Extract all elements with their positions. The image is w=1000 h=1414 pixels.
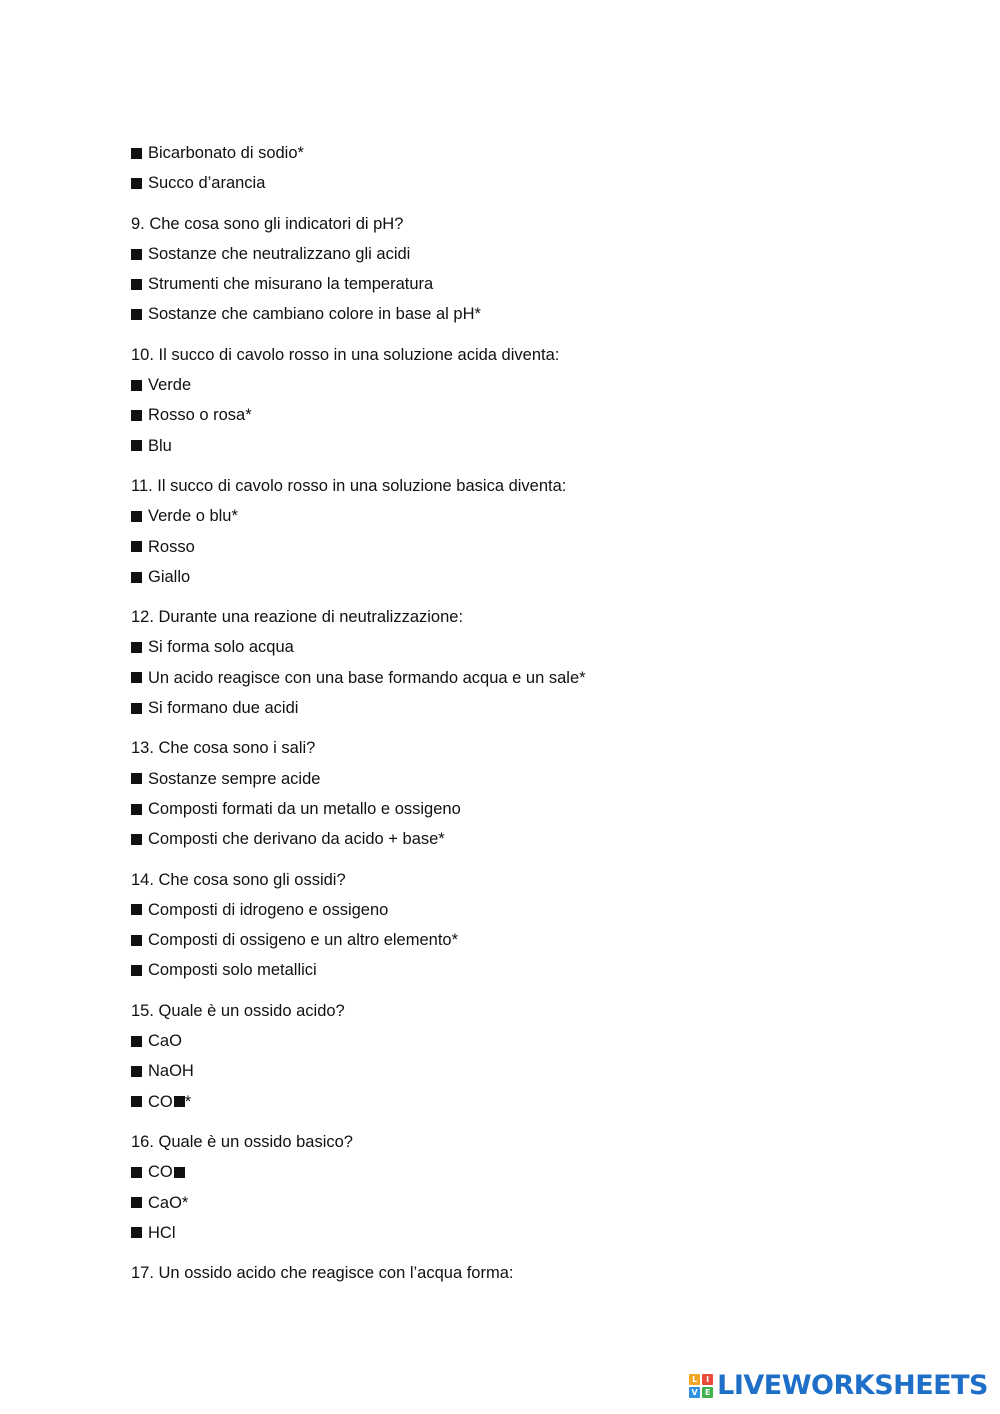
answer-option[interactable] xyxy=(131,400,951,430)
answer-option[interactable] xyxy=(131,663,951,693)
square-bullet-icon xyxy=(131,1167,142,1178)
option-label: Rosso o rosa* xyxy=(148,406,252,425)
option-label: Verde o blu* xyxy=(148,507,238,526)
question-label: 13. Che cosa sono i sali? xyxy=(131,739,316,758)
answer-option[interactable] xyxy=(131,1218,951,1248)
answer-option[interactable] xyxy=(131,1026,951,1056)
square-bullet-icon xyxy=(131,541,142,552)
square-bullet-icon xyxy=(131,1096,142,1107)
question-text xyxy=(131,996,951,1026)
square-bullet-icon xyxy=(131,672,142,683)
square-bullet-icon xyxy=(131,773,142,784)
question-text xyxy=(131,1127,951,1157)
question-label: 16. Quale è un ossido basico? xyxy=(131,1132,353,1151)
option-label: Rosso xyxy=(148,537,195,556)
square-bullet-icon xyxy=(131,1227,142,1238)
option-label: Bicarbonato di sodio* xyxy=(148,144,304,162)
option-label: Sostanze sempre acide xyxy=(148,769,321,788)
option-label: Giallo xyxy=(148,567,191,586)
option-label: CaO* xyxy=(148,1193,189,1212)
answer-option[interactable] xyxy=(131,1157,951,1187)
answer-option[interactable] xyxy=(131,794,951,824)
answer-option[interactable] xyxy=(131,431,951,461)
answer-option[interactable] xyxy=(131,501,951,531)
square-bullet-icon xyxy=(131,279,142,290)
option-label: CO xyxy=(148,1092,173,1111)
answer-option[interactable] xyxy=(131,693,951,723)
option-label: Sostanze che neutralizzano gli acidi xyxy=(148,244,411,263)
square-bullet-icon xyxy=(131,834,142,845)
question-text xyxy=(131,1258,951,1288)
missing-glyph-icon xyxy=(174,1167,185,1178)
square-bullet-icon xyxy=(131,1036,142,1047)
answer-option[interactable] xyxy=(131,824,951,854)
logo-letter-l: L xyxy=(689,1374,700,1385)
square-bullet-icon xyxy=(131,178,142,189)
option-label: Strumenti che misurano la temperatura xyxy=(148,275,434,294)
option-label: NaOH xyxy=(148,1062,194,1081)
answer-option[interactable] xyxy=(131,1056,951,1086)
question-label: 15. Quale è un ossido acido? xyxy=(131,1001,345,1020)
option-label: CO xyxy=(148,1163,173,1182)
question-text xyxy=(131,471,951,501)
square-bullet-icon xyxy=(131,410,142,421)
square-bullet-icon xyxy=(131,249,142,260)
correct-marker: * xyxy=(184,1092,192,1111)
option-label: Composti solo metallici xyxy=(148,961,317,980)
option-label: HCl xyxy=(148,1223,176,1242)
question-label: 14. Che cosa sono gli ossidi? xyxy=(131,870,346,889)
brand-wordmark: LIVEWORKSHEETS xyxy=(717,1370,988,1401)
answer-option[interactable] xyxy=(131,1188,951,1218)
question-label: 10. Il succo di cavolo rosso in una soluzione acida diventa: xyxy=(131,345,560,364)
missing-glyph-icon xyxy=(174,1096,185,1107)
question-text xyxy=(131,602,951,632)
square-bullet-icon xyxy=(131,380,142,391)
answer-option[interactable] xyxy=(131,138,951,168)
answer-option[interactable] xyxy=(131,168,951,198)
square-bullet-icon xyxy=(131,1066,142,1077)
option-label: Verde xyxy=(148,376,192,395)
answer-option[interactable] xyxy=(131,955,951,985)
option-label: Composti formati da un metallo e ossigeno xyxy=(148,799,461,818)
question-label: 9. Che cosa sono gli indicatori di pH? xyxy=(131,214,404,233)
question-label: 17. Un ossido acido che reagisce con l’acqua forma: xyxy=(131,1264,514,1283)
question-label: 12. Durante una reazione di neutralizzazione: xyxy=(131,608,464,627)
option-label: Composti che derivano da acido + base* xyxy=(148,830,445,849)
square-bullet-icon xyxy=(131,804,142,815)
option-label: Blu xyxy=(148,436,172,455)
worksheet-body xyxy=(131,138,951,1288)
answer-option[interactable] xyxy=(131,925,951,955)
answer-option[interactable] xyxy=(131,370,951,400)
square-bullet-icon xyxy=(131,904,142,915)
logo-letter-i: I xyxy=(702,1374,713,1385)
option-label: Sostanze che cambiano colore in base al pH* xyxy=(148,305,481,324)
square-bullet-icon xyxy=(131,935,142,946)
answer-option[interactable] xyxy=(131,269,951,299)
question-label: 11. Il succo di cavolo rosso in una soluzione basica diventa: xyxy=(131,476,567,495)
option-label: Composti di ossigeno e un altro elemento* xyxy=(148,931,459,950)
square-bullet-icon xyxy=(131,309,142,320)
square-bullet-icon xyxy=(131,703,142,714)
option-label: Un acido reagisce con una base formando acqua e un sale* xyxy=(148,668,586,687)
square-bullet-icon xyxy=(131,440,142,451)
option-label: Succo d’arancia xyxy=(148,174,266,193)
option-label: Composti di idrogeno e ossigeno xyxy=(148,900,389,919)
answer-option[interactable] xyxy=(131,895,951,925)
logo-letter-v: V xyxy=(689,1387,700,1398)
question-text xyxy=(131,733,951,763)
option-label: CaO xyxy=(148,1032,182,1051)
answer-option[interactable] xyxy=(131,764,951,794)
square-bullet-icon xyxy=(131,511,142,522)
square-bullet-icon xyxy=(131,642,142,653)
answer-option[interactable] xyxy=(131,239,951,269)
square-bullet-icon xyxy=(131,148,142,159)
answer-option[interactable] xyxy=(131,299,951,329)
answer-option[interactable] xyxy=(131,632,951,662)
logo-letter-e: E xyxy=(702,1387,713,1398)
square-bullet-icon xyxy=(131,572,142,583)
question-text xyxy=(131,865,951,895)
option-label: Si formano due acidi xyxy=(148,699,299,718)
answer-option[interactable] xyxy=(131,1087,951,1117)
answer-option[interactable] xyxy=(131,562,951,592)
answer-option[interactable] xyxy=(131,532,951,562)
liveworksheets-logo-icon xyxy=(689,1374,713,1398)
question-text xyxy=(131,340,951,370)
liveworksheets-brand[interactable] xyxy=(689,1370,988,1402)
option-label: Si forma solo acqua xyxy=(148,638,294,657)
question-text xyxy=(131,209,951,239)
square-bullet-icon xyxy=(131,1197,142,1208)
square-bullet-icon xyxy=(131,965,142,976)
